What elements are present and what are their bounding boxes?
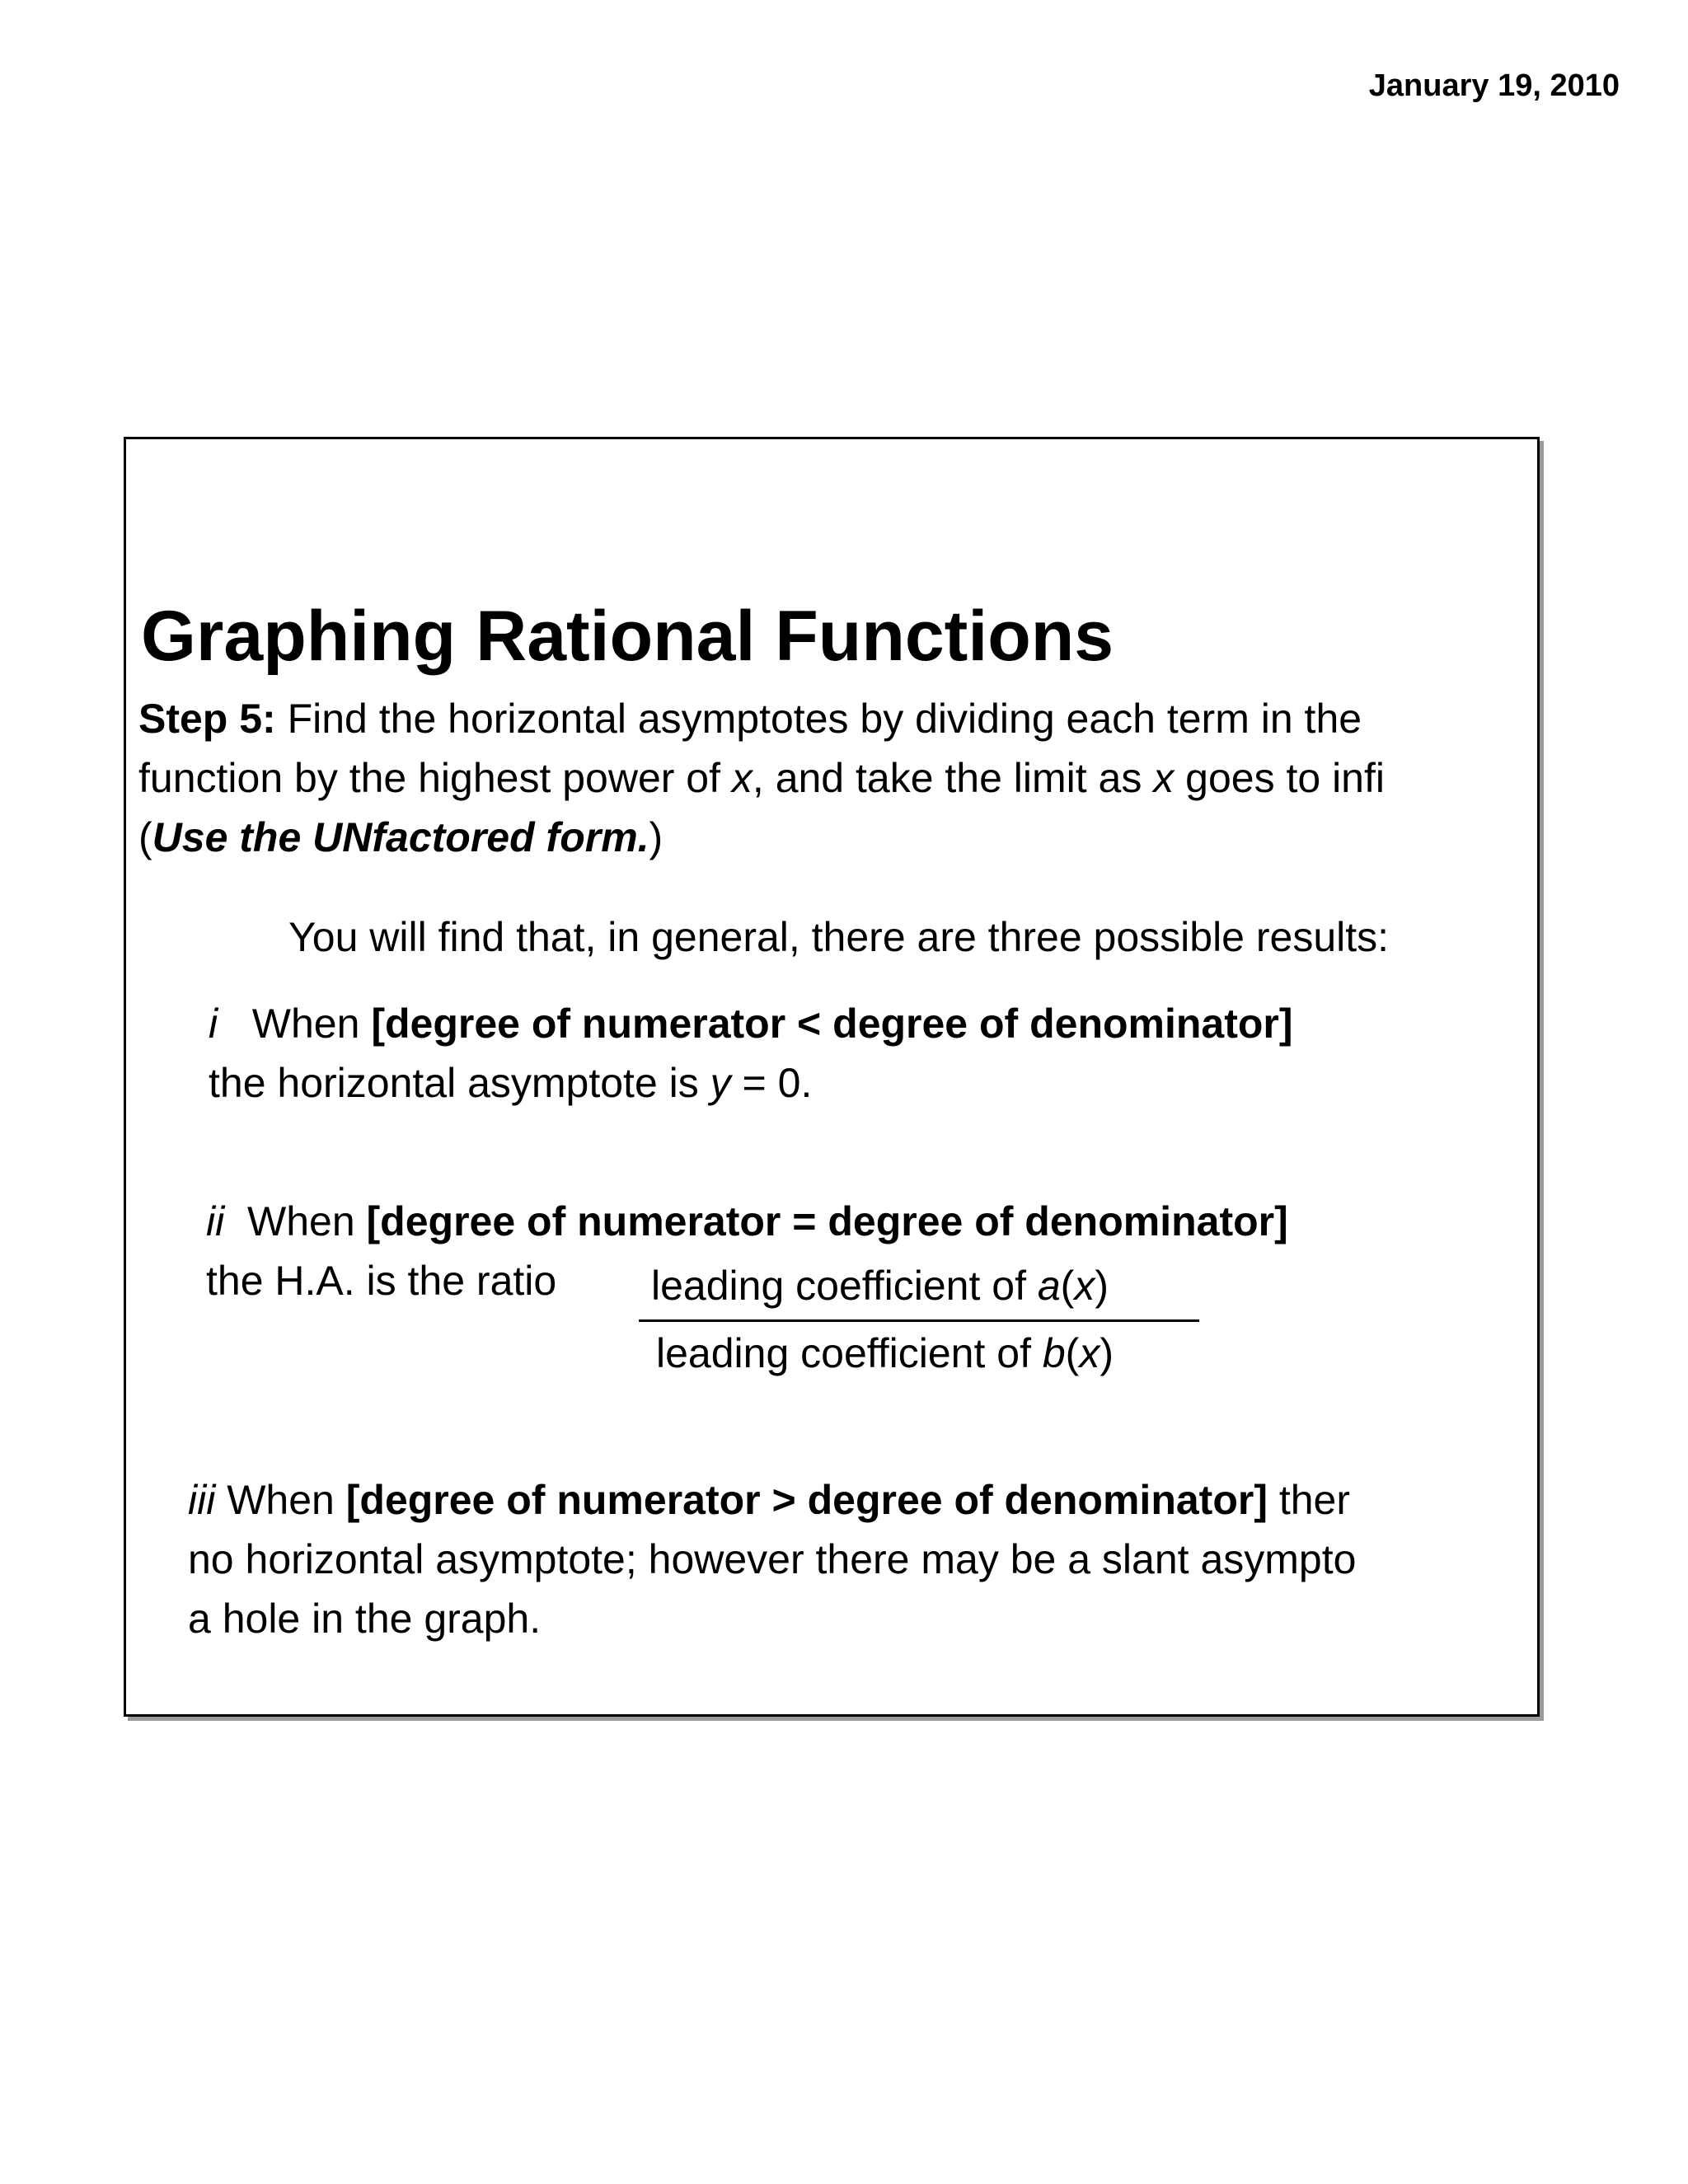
step-label: Step 5: bbox=[138, 696, 276, 742]
step-line-2 bbox=[138, 754, 1385, 802]
case-numeral: ii bbox=[206, 1198, 225, 1244]
paren: ( bbox=[1065, 1330, 1080, 1376]
paren: ( bbox=[138, 814, 152, 860]
paren: ) bbox=[1095, 1263, 1109, 1309]
variable-x: x bbox=[1079, 1330, 1100, 1376]
paren: ( bbox=[1060, 1263, 1075, 1309]
function-a: a bbox=[1037, 1263, 1061, 1309]
case-1-value: = 0. bbox=[730, 1060, 813, 1106]
case-1-line-2 bbox=[209, 1059, 812, 1107]
case-2-condition: [degree of numerator = degree of denominator] bbox=[366, 1198, 1288, 1244]
step-text-c: goes to infi bbox=[1174, 755, 1385, 801]
function-b: b bbox=[1042, 1330, 1066, 1376]
variable-y: y bbox=[710, 1060, 731, 1106]
case-3-line-1 bbox=[188, 1476, 1350, 1524]
case-3-condition: [degree of numerator > degree of denominator] bbox=[345, 1477, 1268, 1523]
when-text: When bbox=[247, 1198, 367, 1244]
step-line-3 bbox=[138, 813, 663, 861]
case-3-trail: ther bbox=[1267, 1477, 1351, 1523]
fraction-numerator bbox=[651, 1262, 1109, 1310]
case-1-condition: [degree of numerator < degree of denominator] bbox=[371, 1001, 1293, 1047]
case-3-line-3: a hole in the graph. bbox=[188, 1596, 542, 1642]
case-3-line-2: no horizontal asymptote; however there may be a slant asympto bbox=[188, 1536, 1357, 1582]
step-text-a: function by the highest power of bbox=[138, 755, 732, 801]
denominator-text: leading coefficient of bbox=[656, 1330, 1043, 1376]
case-1-text: the horizontal asymptote is bbox=[209, 1060, 710, 1106]
case-2-line-2: the H.A. is the ratio bbox=[206, 1258, 557, 1304]
step-text: Find the horizontal asymptotes by dividing each term in the bbox=[275, 696, 1362, 742]
case-1-line-1 bbox=[209, 1000, 1293, 1047]
page-date: January 19, 2010 bbox=[1368, 68, 1620, 103]
numerator-text: leading coefficient of bbox=[651, 1263, 1038, 1309]
when-text: When bbox=[227, 1477, 346, 1523]
slide-frame bbox=[124, 437, 1540, 1717]
paren: ) bbox=[649, 814, 663, 860]
variable-x: x bbox=[731, 755, 753, 801]
unfactored-note: Use the UNfactored form. bbox=[152, 814, 649, 860]
fraction-denominator bbox=[656, 1329, 1114, 1377]
step-line-1 bbox=[138, 695, 1362, 743]
case-numeral: i bbox=[209, 1001, 218, 1047]
variable-x: x bbox=[1153, 755, 1175, 801]
fraction-bar bbox=[639, 1319, 1199, 1322]
paren: ) bbox=[1100, 1330, 1114, 1376]
case-2-line-1 bbox=[206, 1197, 1288, 1245]
step-text-b: , and take the limit as bbox=[752, 755, 1154, 801]
case-numeral: iii bbox=[188, 1477, 216, 1523]
variable-x: x bbox=[1074, 1263, 1095, 1309]
slide-title: Graphing Rational Functions bbox=[141, 597, 1114, 676]
when-text: When bbox=[251, 1001, 372, 1047]
intro-text: You will find that, in general, there are three possible results: bbox=[288, 914, 1390, 960]
